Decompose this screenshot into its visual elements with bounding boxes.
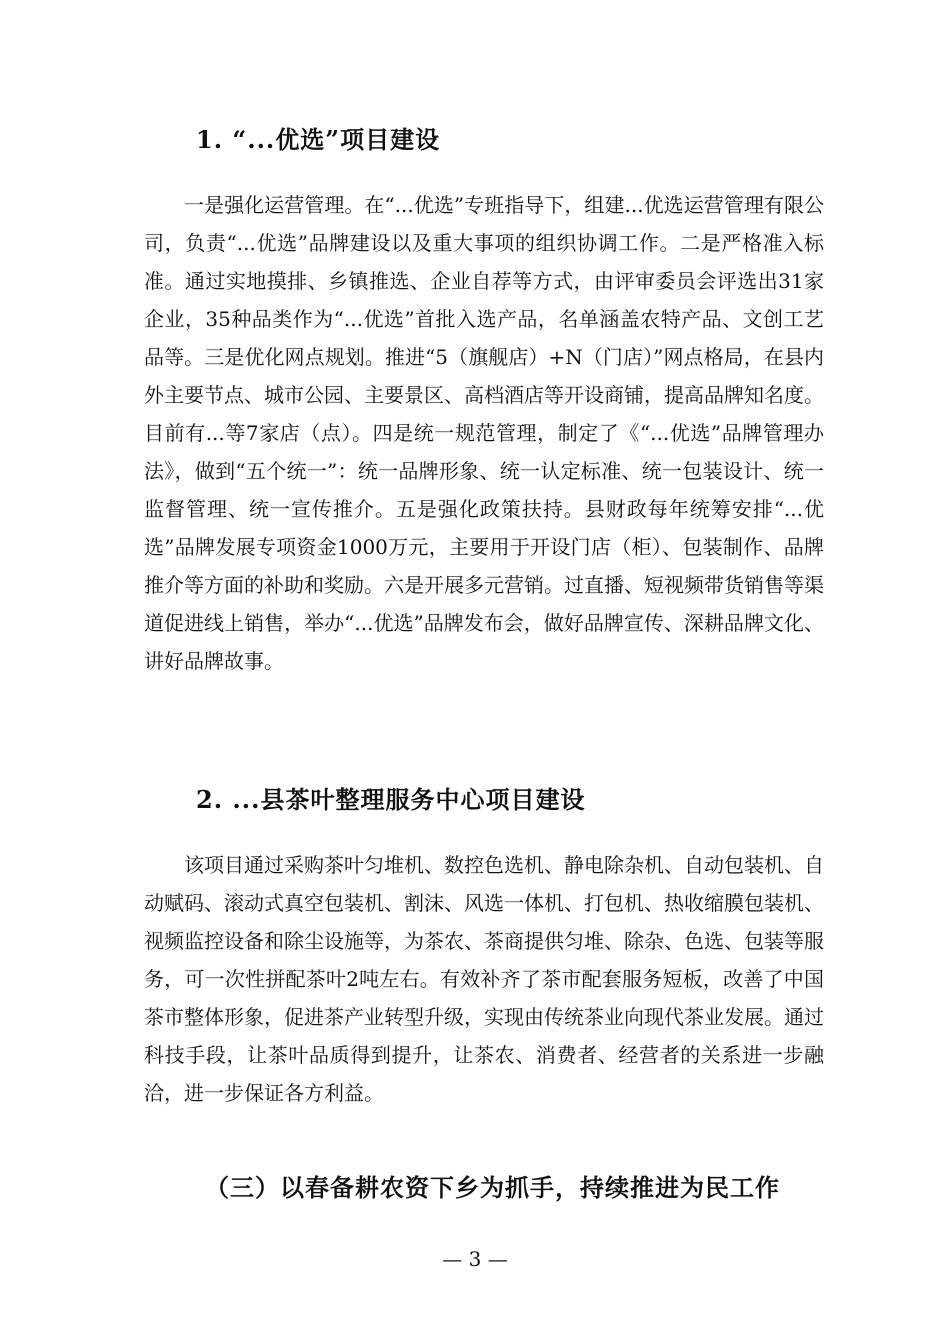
page-number: — 3 — <box>442 1247 508 1271</box>
section-heading-3: （三）以春备耕农资下乡为抓手，持续推进为民工作 <box>205 1173 780 1202</box>
section-heading-2: 2. ...县茶叶整理服务中心项目建设 <box>196 785 586 814</box>
section-heading-1: 1. “...优选”项目建设 <box>196 125 441 154</box>
section-paragraph-2: 该项目通过采购茶叶匀堆机、数控色选机、静电除杂机、自动包装机、自动赋码、滚动式真空包装机、割沫、风选一体机、打包机、热收缩膜包装机、视频监控设备和除尘设施等，为茶农、茶商提供匀堆、除杂、色选、包装等服务，可一次性拼配茶叶2吨左右。有效补齐了茶市配套服务短板，改善了中国茶市整体形象，促进茶产业转型升级，实现由传统茶业向现代茶业发展。通过科技手段，让茶叶品质得到提升，让茶农、消费者、经营者的关系进一步融洽，进一步保证各方利益。 <box>144 853 824 1105</box>
section-paragraph-1: 一是强化运营管理。在“...优选”专班指导下，组建...优选运营管理有限公司，负责“...优选”品牌建设以及重大事项的组织协调工作。二是严格准入标准。通过实地摸排、乡镇推选、企业自荐等方式，由评审委员会评选出31家企业，35种品类作为“...优选”首批入选产品，名单涵盖农特产品、文创工艺品等。三是优化网点规划。推进“5（旗舰店）+N（门店）”网点格局，在县内外主要节点、城市公园、主要景区、高档酒店等开设商铺，提高品牌知名度。目前有...等7家店（点）。四是统一规范管理，制定了《“...优选”品牌管理办法》，做到“五个统一”：统一品牌形象、统一认定标准、统一包装设计、统一监督管理、统一宣传推介。五是强化政策扶持。县财政每年统筹安排“...优选”品牌发展专项资金1000万元，主要用于开设门店（柜）、包装制作、品牌推介等方面的补助和奖励。六是开展多元营销。过直播、短视频带货销售等渠道促进线上销售，举办“...优选”品牌发布会，做好品牌宣传、深耕品牌文化、讲好品牌故事。 <box>144 193 824 673</box>
